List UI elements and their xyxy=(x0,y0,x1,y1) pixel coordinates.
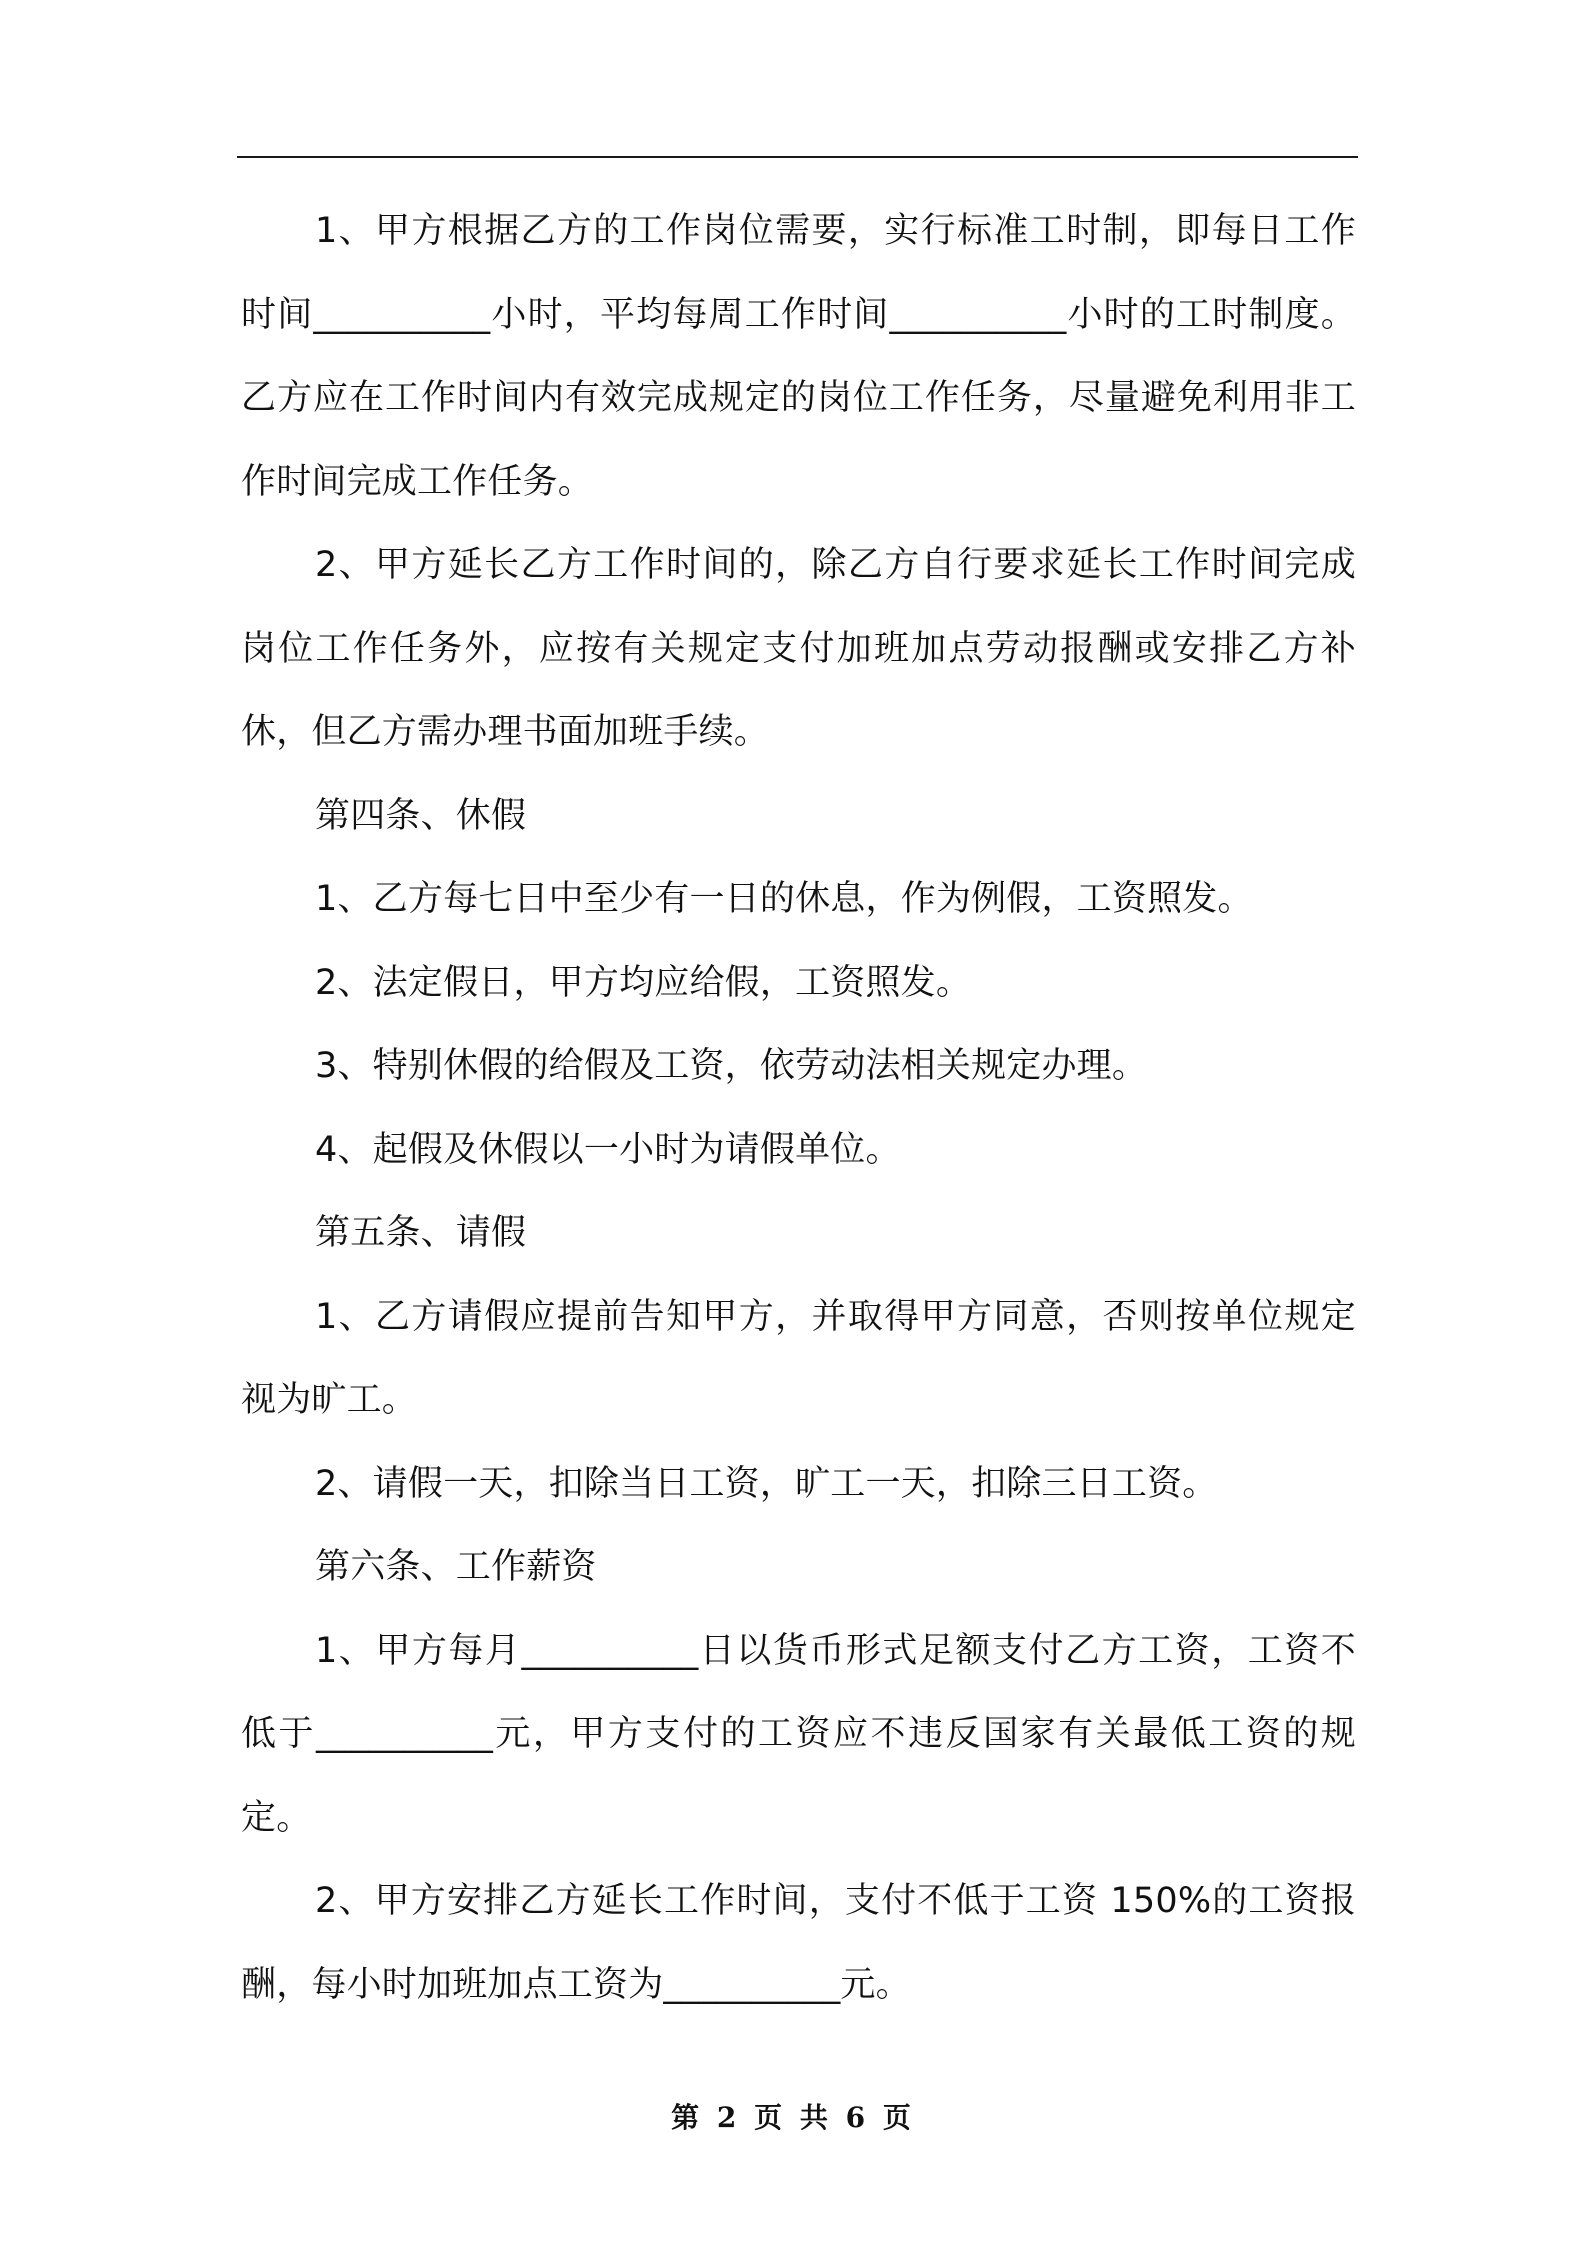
paragraph-leave-1: 1、乙方请假应提前告知甲方，并取得甲方同意，否则按单位规定视为旷工。 xyxy=(241,1296,1356,1420)
document-body xyxy=(241,190,1356,2027)
paragraph-vacation-2: 2、法定假日，甲方均应给假，工资照发。 xyxy=(315,962,972,1003)
header-rule xyxy=(237,156,1358,158)
paragraph-work-hours-2: 2、甲方延长乙方工作时间的，除乙方自行要求延长工作时间完成岗位工作任务外，应按有关规定支付加班加点劳动报酬或安排乙方补休，但乙方需办理书面加班手续。 xyxy=(241,545,1356,752)
paragraph-vacation-4: 4、起假及休假以一小时为请假单位。 xyxy=(315,1129,901,1170)
section-heading-salary: 第六条、工作薪资 xyxy=(315,1547,597,1587)
paragraph-vacation-1: 1、乙方每七日中至少有一日的休息，作为例假，工资照发。 xyxy=(315,879,1253,919)
paragraph-work-hours-1: 1、甲方根据乙方的工作岗位需要，实行标准工时制，即每日工作时间__________小时，平均每周工作时间__________小时的工时制度。乙方应在工作时间内有效完成规定的岗位工作任务，尽量避免利用非工作时间完成工作任务。 xyxy=(241,211,1356,502)
paragraph-salary-1: 1、甲方每月__________日以货币形式足额支付乙方工资，工资不低于__________元，甲方支付的工资应不违反国家有关最低工资的规定。 xyxy=(241,1630,1356,1838)
page-number-footer: 第 2 页 共 6 页 xyxy=(671,2101,915,2134)
section-heading-vacation: 第四条、休假 xyxy=(315,795,527,836)
paragraph-vacation-3: 3、特别休假的给假及工资，依劳动法相关规定办理。 xyxy=(315,1046,1148,1086)
paragraph-leave-2: 2、请假一天，扣除当日工资，旷工一天，扣除三日工资。 xyxy=(315,1463,1218,1504)
paragraph-salary-2: 2、甲方安排乙方延长工作时间，支付不低于工资 150%的工资报酬，每小时加班加点工资为__________元。 xyxy=(241,1881,1356,2005)
section-heading-leave: 第五条、请假 xyxy=(315,1213,527,1253)
